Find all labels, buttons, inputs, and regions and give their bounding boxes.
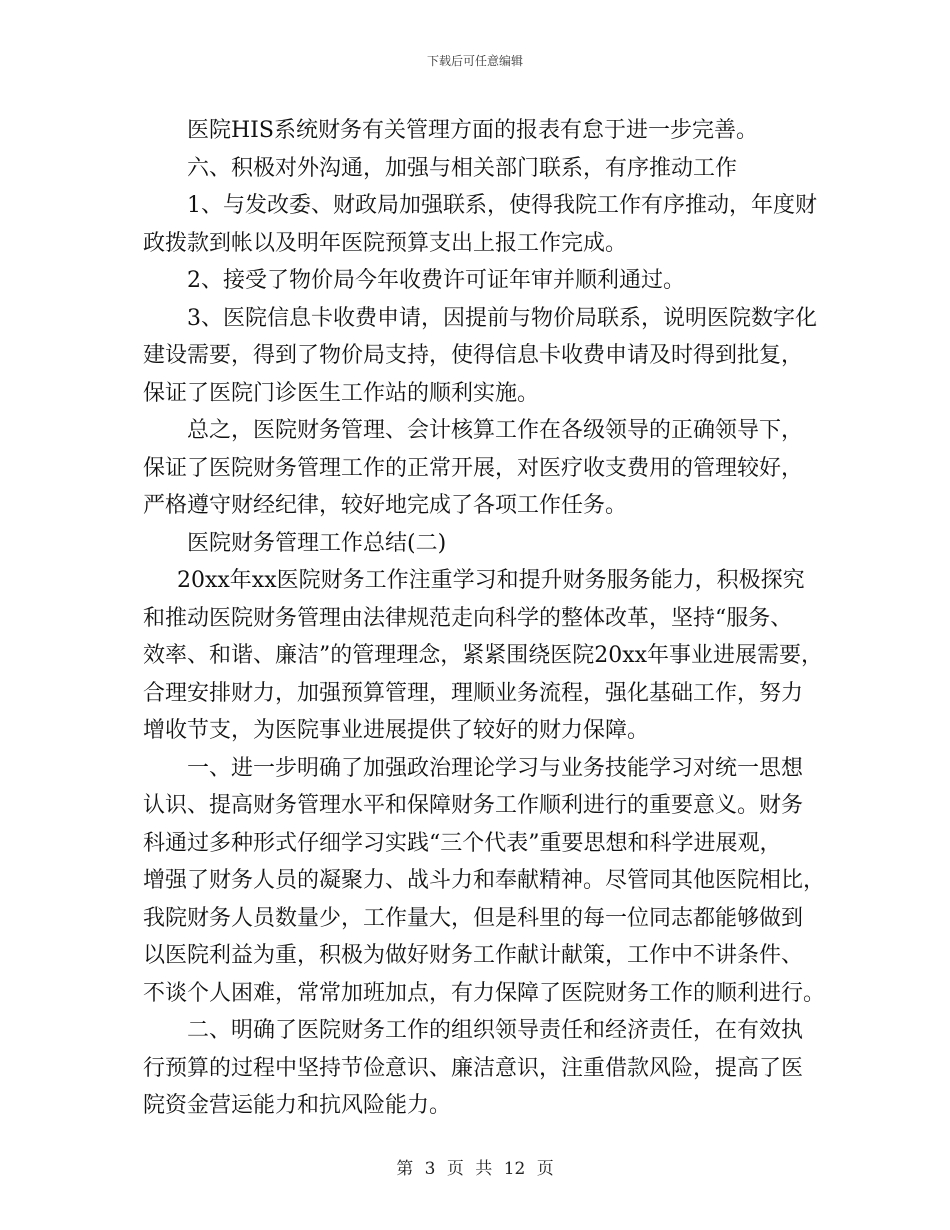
paragraph-line: 3、医院信息卡收费申请，因提前与物价局联系，说明医院数字化 bbox=[187, 305, 817, 331]
paragraph-line: 和推动医院财务管理由法律规范走向科学的整体改革，坚持“服务、 bbox=[143, 605, 793, 631]
paragraph-line: 增强了财务人员的凝聚力、战斗力和奉献精神。尽管同其他医院相比， bbox=[143, 868, 826, 893]
paragraph-line: 我院财务人员数量少，工作量大，但是科里的每一位同志都能够做到 bbox=[143, 905, 804, 931]
paragraph-line: 一、进一步明确了加强政治理论学习与业务技能学习对统一思想 bbox=[187, 755, 804, 781]
paragraph-line: 严格遵守财经纪律，较好地完成了各项工作任务。 bbox=[143, 493, 628, 518]
paragraph-line: 1、与发改委、财政局加强联系，使得我院工作有序推动，年度财 bbox=[187, 193, 817, 218]
paragraph-line: 合理安排财力，加强预算管理，理顺业务流程，强化基础工作，努力 bbox=[143, 680, 804, 706]
page-number: 第 3 页 共 12 页 bbox=[396, 1159, 554, 1179]
paragraph-line: 保证了医院门诊医生工作站的顺利实施。 bbox=[143, 380, 540, 406]
paragraph-line: 以医院利益为重，积极为做好财务工作献计献策，工作中不讲条件、 bbox=[143, 943, 804, 968]
paragraph-line: 院资金营运能力和抗风险能力。 bbox=[143, 1093, 452, 1118]
paragraph-line: 增收节支，为医院事业进展提供了较好的财力保障。 bbox=[143, 718, 650, 743]
paragraph-line: 总之，医院财务管理、会计核算工作在各级领导的正确领导下， bbox=[187, 418, 804, 443]
paragraph-line: 2、接受了物价局今年收费许可证年审并顺利通过。 bbox=[187, 268, 685, 293]
page-header: 下载后可任意编辑 bbox=[426, 54, 523, 68]
paragraph-line: 二、明确了医院财务工作的组织领导责任和经济责任，在有效执 bbox=[187, 1018, 804, 1043]
section-heading: 六、积极对外沟通，加强与相关部门联系，有序推动工作 bbox=[187, 155, 738, 181]
paragraph-line: 保证了医院财务管理工作的正常开展，对医疗收支费用的管理较好， bbox=[143, 455, 804, 481]
document-body bbox=[143, 112, 826, 1125]
document-subtitle: 医院财务管理工作总结(二) bbox=[187, 530, 447, 556]
paragraph-line: 科通过多种形式仔细学习实践“三个代表”重要思想和科学进展观， bbox=[143, 830, 782, 856]
paragraph-line: 不谈个人困难，常常加班加点，有力保障了医院财务工作的顺利进行。 bbox=[143, 980, 826, 1006]
paragraph-line: 20xx年xx医院财务工作注重学习和提升财务服务能力，积极探究 bbox=[177, 568, 805, 593]
paragraph-line: 政拨款到帐以及明年医院预算支出上报工作完成。 bbox=[143, 230, 628, 256]
paragraph-line: 医院HIS系统财务有关管理方面的报表有怠于进一步完善。 bbox=[187, 118, 758, 143]
paragraph-line: 认识、提高财务管理水平和保障财务工作顺利进行的重要意义。财务 bbox=[143, 793, 804, 818]
paragraph-line: 行预算的过程中坚持节俭意识、廉洁意识，注重借款风险，提高了医 bbox=[143, 1055, 804, 1081]
paragraph-line: 建设需要，得到了物价局支持，使得信息卡收费申请及时得到批复， bbox=[143, 343, 804, 368]
paragraph-line: 效率、和谐、廉洁”的管理理念，紧紧围绕医院20xx年事业进展需要， bbox=[143, 643, 824, 668]
